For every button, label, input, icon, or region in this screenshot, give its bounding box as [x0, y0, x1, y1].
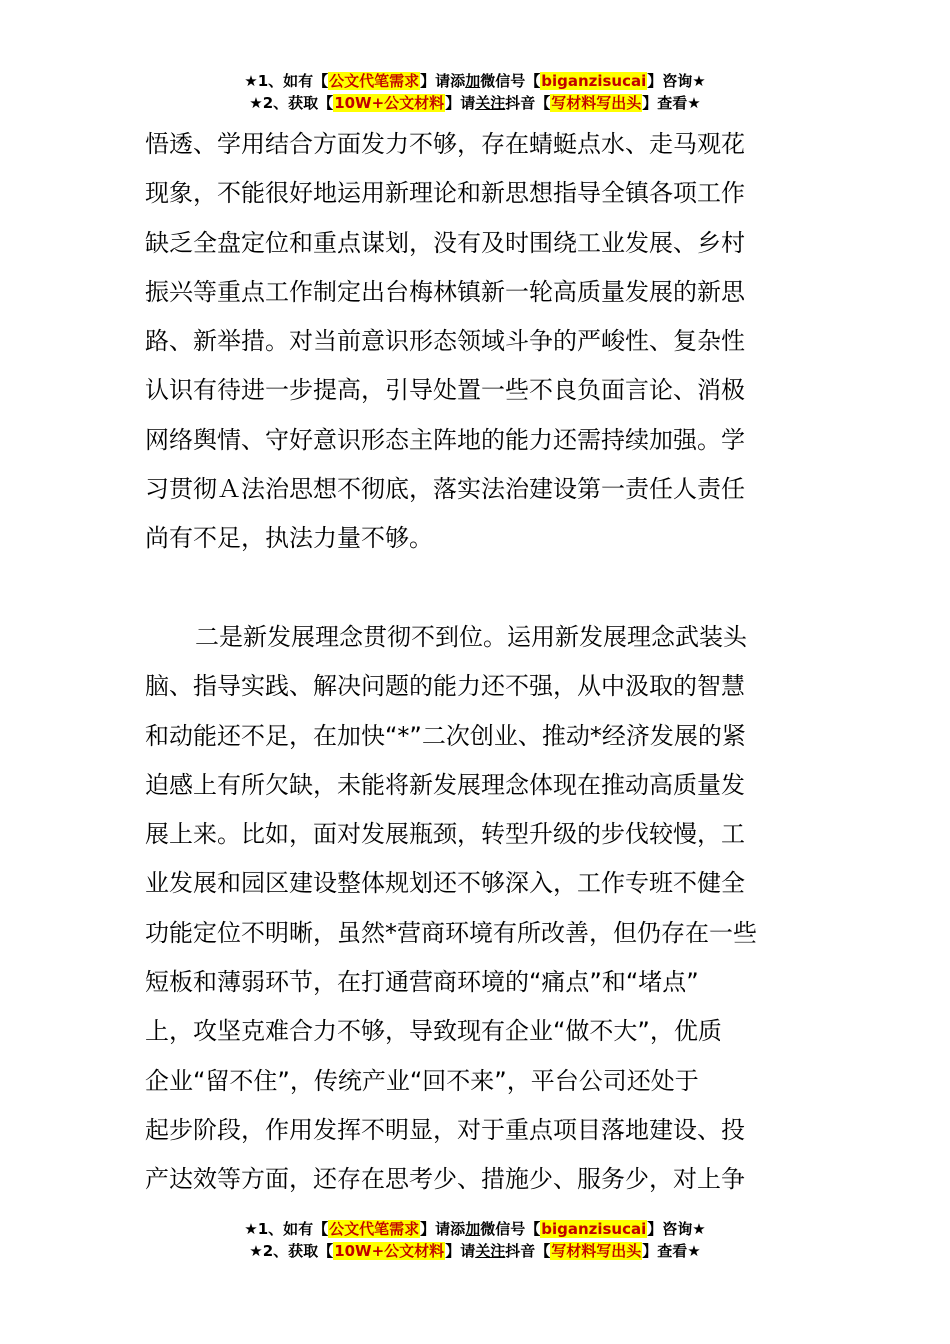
- promo-highlight: 写材料写出头: [551, 1242, 642, 1260]
- text-line: 习贯彻Ａ法治思想不彻底，落实法治建设第一责任人责任: [145, 475, 745, 504]
- text-line: 短板和薄弱环节，在打通营商环境的“痛点”和“堵点”: [145, 968, 699, 997]
- promo-underlined: 关注: [475, 1242, 506, 1260]
- promo-text: 】查看★: [642, 94, 701, 112]
- text-line: 认识有待进一步提高，引导处置一些不良负面言论、消极: [145, 376, 745, 405]
- text-line: 振兴等重点工作制定出台梅林镇新一轮高质量发展的新思: [145, 277, 745, 306]
- promo-highlight: 写材料写出头: [551, 94, 642, 112]
- text-line: 产达效等方面，还存在思考少、措施少、服务少，对上争: [145, 1165, 745, 1194]
- text-line: 尚有不足，执法力量不够。: [145, 524, 433, 553]
- footer-promo-banner: [0, 1218, 950, 1262]
- promo-text: 】查看★: [642, 1242, 701, 1260]
- text-line: 现象，不能很好地运用新理论和新思想指导全镇各项工作: [145, 179, 745, 208]
- text-line: 企业“留不住”，传统产业“回不来”，平台公司还处于: [145, 1066, 699, 1095]
- promo-line-1: [0, 1218, 950, 1240]
- promo-text: 抖音【: [505, 1242, 551, 1260]
- paragraph-2: [145, 613, 815, 1205]
- text-line: 二是新发展理念贯彻不到位。运用新发展理念武装头: [195, 622, 747, 651]
- promo-text: ★2、获取【: [249, 1242, 334, 1260]
- promo-text: 抖音【: [505, 94, 551, 112]
- text-line: 和动能还不足，在加快“*”二次创业、推动*经济发展的紧: [145, 721, 746, 750]
- promo-text: 】请添: [420, 1220, 466, 1238]
- text-line: 功能定位不明晰，虽然*营商环境有所改善，但仍存在一些: [145, 918, 757, 947]
- text-line: 上，攻坚克难合力不够，导致现有企业“做不大”，优质: [145, 1017, 722, 1046]
- promo-highlight: biganzisucai: [541, 1220, 647, 1238]
- promo-underlined: 加: [465, 72, 481, 90]
- promo-highlight: 10W+公文材料: [334, 1242, 445, 1260]
- promo-text: ★2、获取【: [249, 94, 334, 112]
- promo-text: ★1、如有【: [244, 72, 329, 90]
- promo-underlined: 关注: [475, 94, 506, 112]
- promo-text: 】请: [445, 94, 476, 112]
- paragraph-1: [145, 120, 815, 564]
- promo-highlight: 公文代笔需求: [329, 1220, 420, 1238]
- text-line: 路、新举措。对当前意识形态领域斗争的严峻性、复杂性: [145, 327, 745, 356]
- document-body: [145, 120, 815, 1205]
- promo-highlight: biganzisucai: [541, 72, 647, 90]
- promo-text: 】请添: [420, 72, 466, 90]
- text-line: 业发展和园区建设整体规划还不够深入，工作专班不健全: [145, 869, 745, 898]
- promo-text: ★1、如有【: [244, 1220, 329, 1238]
- promo-highlight: 公文代笔需求: [329, 72, 420, 90]
- paragraph-spacer: [145, 564, 815, 613]
- promo-line-2: [0, 1240, 950, 1262]
- text-line: 网络舆情、守好意识形态主阵地的能力还需持续加强。学: [145, 425, 745, 454]
- promo-line-1: [0, 70, 950, 92]
- text-line: 起步阶段，作用发挥不明显，对于重点项目落地建设、投: [145, 1115, 745, 1144]
- text-line: 缺乏全盘定位和重点谋划，没有及时围绕工业发展、乡村: [145, 228, 745, 257]
- promo-text: 】请: [445, 1242, 476, 1260]
- text-line: 迫感上有所欠缺，未能将新发展理念体现在推动高质量发: [145, 770, 745, 799]
- promo-line-2: [0, 92, 950, 114]
- promo-underlined: 加: [465, 1220, 481, 1238]
- promo-text: 】咨询★: [647, 1220, 706, 1238]
- text-line: 展上来。比如，面对发展瓶颈，转型升级的步伐较慢，工: [145, 820, 745, 849]
- promo-text: 】咨询★: [647, 72, 706, 90]
- text-line: 脑、指导实践、解决问题的能力还不强，从中汲取的智慧: [145, 672, 745, 701]
- promo-highlight: 10W+公文材料: [334, 94, 445, 112]
- promo-text: 微信号【: [480, 72, 541, 90]
- header-promo-banner: [0, 70, 950, 114]
- text-line: 悟透、学用结合方面发力不够，存在蜻蜓点水、走马观花: [145, 130, 745, 158]
- promo-text: 微信号【: [480, 1220, 541, 1238]
